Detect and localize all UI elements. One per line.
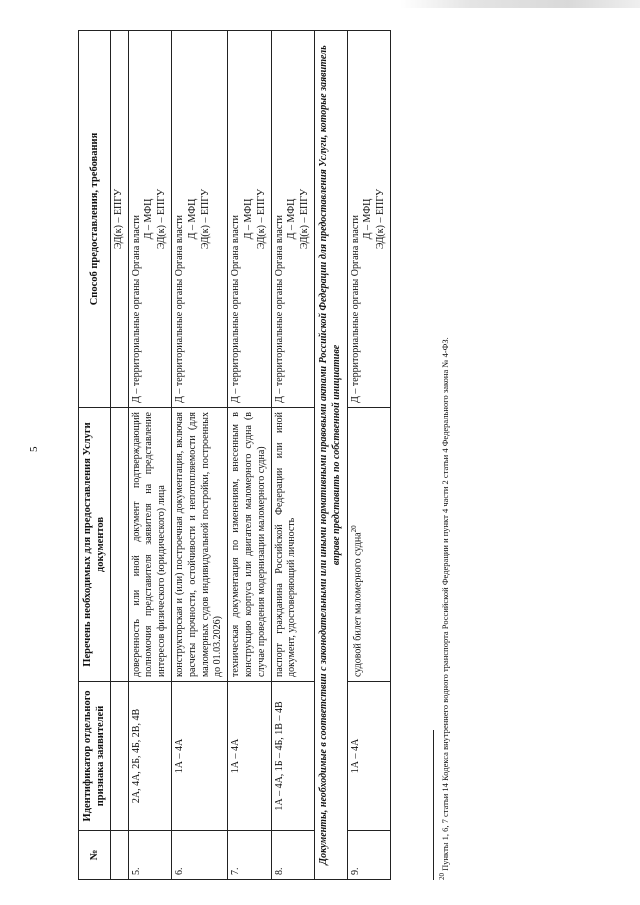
footnote-text: Пункты 1, 6, 7 статьи 14 Кодекса внутреннего водного транспорта Российской Федерации и пункт 4 части 2 статьи 4 Федерального закона № 4-ФЗ. <box>439 337 450 871</box>
identifier-cell: 2А, 4А, 2Б, 4Б, 2В, 4В <box>128 682 171 831</box>
method-cell: ЭД(к) – ЕПГУ <box>110 31 128 408</box>
document-cell: доверенность или иной документ подтверждающий полномочия представителя заявителя на представление интересов физического (юридического) лица <box>128 408 171 682</box>
method-line: ЭД(к) – ЕПГУ <box>156 188 168 250</box>
method-line: Д – МФЦ <box>286 198 298 240</box>
method-cell <box>128 31 171 408</box>
method-line: Д – территориальные органы Органа власти <box>273 215 285 403</box>
row-number: 6. <box>172 831 228 880</box>
documents-table <box>78 30 391 880</box>
section-heading: Документы, необходимые в соответствии с законодательными или иными нормативными правовыми актами Российской Федерации для предоставления Услуги, которые заявитель вправе представить по собственной инициативе <box>315 31 348 880</box>
table-row <box>228 31 271 880</box>
section-heading-row <box>315 31 348 880</box>
method-line: Д – МФЦ <box>243 198 255 240</box>
method-line: ЭД(к) – ЕПГУ <box>299 188 311 250</box>
method-line: Д – территориальные органы Органа власти <box>174 215 186 403</box>
document-cell: техническая документация по изменениям, внесенным в конструкцию корпуса или двигателя маломерного судна (в случае проведения модернизации маломерного судна) <box>228 408 271 682</box>
method-cell <box>228 31 271 408</box>
rotated-page-content <box>78 30 598 880</box>
table-row <box>110 31 128 880</box>
page-number: 5 <box>28 446 40 452</box>
method-cell <box>172 31 228 408</box>
document-text: судовой билет маломерного судна <box>351 532 363 677</box>
identifier-cell: 1А – 4А <box>228 682 271 831</box>
table-header-row <box>79 31 111 880</box>
identifier-cell: 1А – 4А, 1Б – 4Б, 1В – 4В <box>271 682 314 831</box>
header-method: Способ предоставления, требования <box>79 31 111 408</box>
method-line: ЭД(к) – ЕПГУ <box>375 188 387 250</box>
method-cell <box>347 31 390 408</box>
header-identifier: Идентификатор отдельного признака заявителей <box>79 682 111 831</box>
identifier-cell: 1А – 4А <box>172 682 228 831</box>
footnote-mark: 20 <box>438 873 447 880</box>
footnote-divider <box>433 730 434 880</box>
document-cell <box>347 408 390 682</box>
row-number: 7. <box>228 831 271 880</box>
method-line: Д – территориальные органы Органа власти <box>349 215 361 403</box>
method-cell <box>271 31 314 408</box>
method-line: Д – МФЦ <box>362 198 374 240</box>
method-line: Д – территориальные органы Органа власти <box>130 215 142 403</box>
identifier-cell: 1А – 4А <box>347 682 390 831</box>
document-cell: паспорт гражданина Российской Федерации или иной документ, удостоверяющий личность <box>271 408 314 682</box>
table-row <box>128 31 171 880</box>
scan-edge-artifact <box>400 0 640 8</box>
footnote-ref: 20 <box>349 525 358 533</box>
method-line: ЭД(к) – ЕПГУ <box>199 188 211 250</box>
document-cell: конструкторская и (или) построечная документация, включая расчеты прочности, остойчивости и непотопляемости (для маломерных судов индивидуальной постройки, построенных до 01.03.2026) <box>172 408 228 682</box>
method-line: ЭД(к) – ЕПГУ <box>255 188 267 250</box>
footnote <box>438 30 450 880</box>
table-row <box>347 31 390 880</box>
header-num: № <box>79 831 111 880</box>
header-documents: Перечень необходимых для предоставления Услуги документов <box>79 408 111 682</box>
row-number: 9. <box>347 831 390 880</box>
method-line: Д – территориальные органы Органа власти <box>230 215 242 403</box>
method-line: Д – МФЦ <box>186 198 198 240</box>
table-row <box>271 31 314 880</box>
method-line: Д – МФЦ <box>143 198 155 240</box>
row-number: 5. <box>128 831 171 880</box>
row-number: 8. <box>271 831 314 880</box>
table-row <box>172 31 228 880</box>
